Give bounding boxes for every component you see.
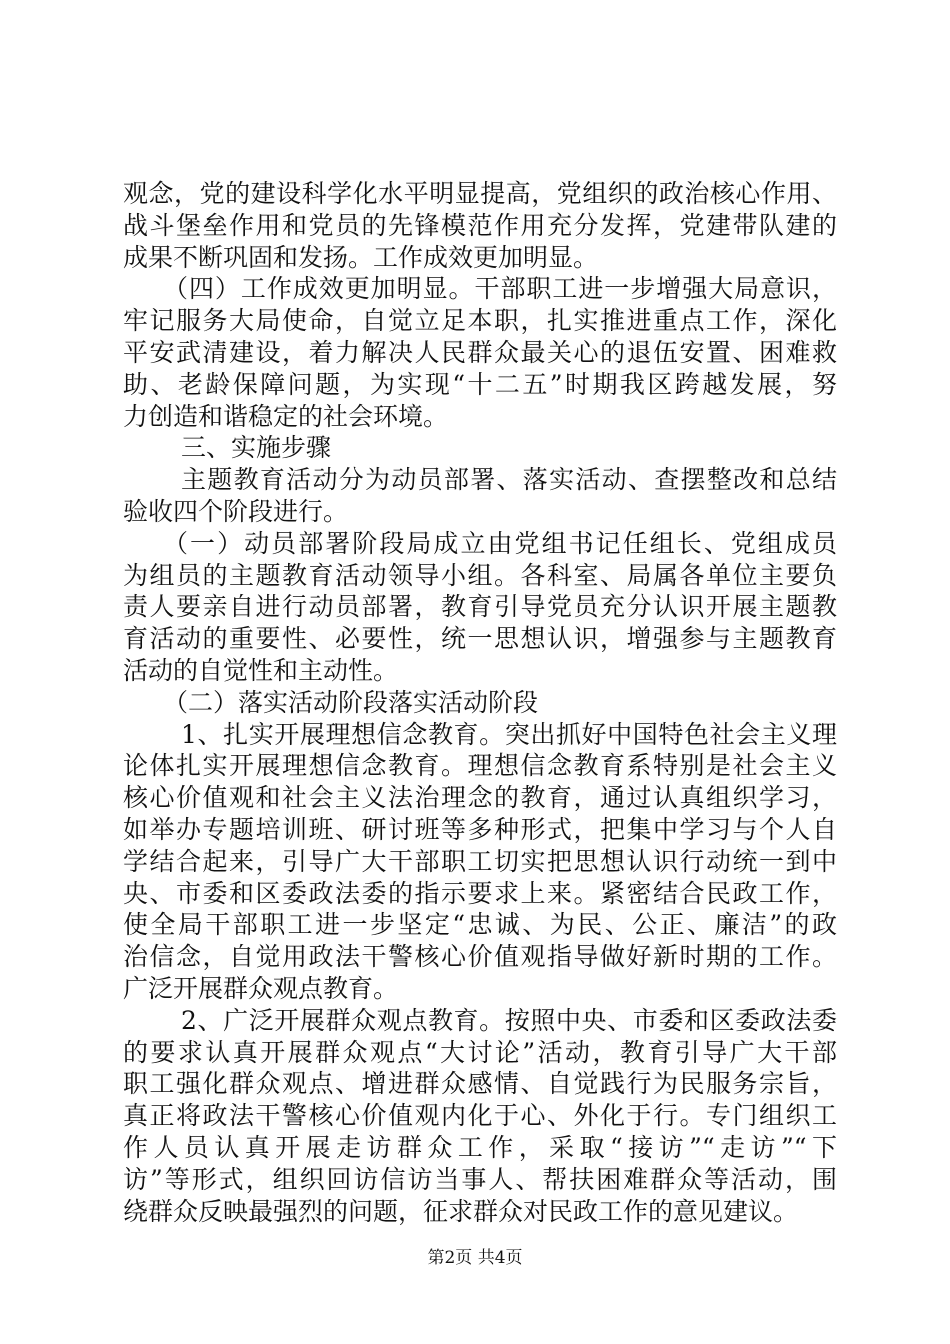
- paragraph: [123, 273, 837, 432]
- text-line: 学结合起来，引导广大干部职工切实把思想认识行动统一到中: [123, 846, 837, 876]
- text-line: 战斗堡垒作用和党员的先锋模范作用充分发挥，党建带队建的: [123, 210, 837, 240]
- text-line: 助、老龄保障问题，为实现“十二五”时期我区跨越发展，努: [123, 369, 837, 399]
- text-line: 三、实施步骤: [181, 433, 332, 463]
- text-line: 成果不断巩固和发扬。工作成效更加明显。: [123, 242, 599, 272]
- paragraph: [123, 432, 837, 464]
- text-line: 力创造和谐稳定的社会环境。: [123, 401, 449, 431]
- text-line: （二）落实活动阶段落实活动阶段: [163, 687, 539, 717]
- paragraph: [123, 178, 837, 273]
- text-line: 论体扎实开展理想信念教育。理想信念教育系特别是社会主义: [123, 751, 837, 781]
- text-line: 观念，党的建设科学化水平明显提高，党组织的政治核心作用、: [123, 179, 837, 208]
- text-line: 责人要亲自进行动员部署，教育引导党员充分认识开展主题教: [123, 592, 837, 622]
- paragraph: [123, 687, 837, 719]
- text-line: 绕群众反映最强烈的问题，征求群众对民政工作的意见建议。: [123, 1196, 799, 1226]
- text-line: 育活动的重要性、必要性，统一思想认识，增强参与主题教育: [123, 624, 837, 654]
- text-line: 2、广泛开展群众观点教育。按照中央、市委和区委政法委: [181, 1005, 837, 1035]
- text-line: 使全局干部职工进一步坚定“忠诚、为民、公正、廉洁”的政: [123, 910, 837, 940]
- text-line: 的要求认真开展群众观点“大讨论”活动，教育引导广大干部: [123, 1037, 837, 1067]
- text-line: 真正将政法干警核心价值观内化于心、外化于行。专门组织工: [123, 1101, 837, 1131]
- text-line: 作人员认真开展走访群众工作，采取“接访”“走访”“下: [123, 1132, 837, 1162]
- text-line: 主题教育活动分为动员部署、落实活动、查摆整改和总结: [181, 465, 837, 495]
- text-line: 验收四个阶段进行。: [123, 496, 349, 526]
- text-line: （一）动员部署阶段局成立由党组书记任组长、党组成员: [163, 528, 837, 558]
- paragraph: [123, 464, 837, 528]
- text-line: 平安武清建设，着力解决人民群众最关心的退伍安置、困难救: [123, 337, 837, 367]
- page-number-footer: 第2页 共4页: [427, 1248, 523, 1268]
- document-body: [123, 178, 837, 1227]
- paragraph: [123, 719, 837, 1005]
- text-line: 访”等形式，组织回访信访当事人、帮扶困难群众等活动，围: [123, 1164, 837, 1194]
- text-line: 治信念，自觉用政法干警核心价值观指导做好新时期的工作。: [123, 942, 837, 972]
- text-line: 如举办专题培训班、研讨班等多种形式，把集中学习与个人自: [123, 814, 837, 844]
- text-line: 央、市委和区委政法委的指示要求上来。紧密结合民政工作，: [123, 878, 837, 908]
- paragraph: [123, 1005, 837, 1228]
- text-line: 牢记服务大局使命，自觉立足本职，扎实推进重点工作，深化: [123, 306, 837, 336]
- text-line: 职工强化群众观点、增进群众感情、自觉践行为民服务宗旨，: [123, 1069, 837, 1099]
- paragraph: [123, 528, 837, 687]
- text-line: （四）工作成效更加明显。干部职工进一步增强大局意识，: [163, 274, 837, 304]
- text-line: 核心价值观和社会主义法治理念的教育，通过认真组织学习，: [123, 783, 837, 813]
- text-line: 广泛开展群众观点教育。: [123, 973, 399, 1003]
- text-line: 活动的自觉性和主动性。: [123, 655, 399, 685]
- text-line: 1、扎实开展理想信念教育。突出抓好中国特色社会主义理: [181, 719, 837, 749]
- text-line: 为组员的主题教育活动领导小组。各科室、局属各单位主要负: [123, 560, 837, 590]
